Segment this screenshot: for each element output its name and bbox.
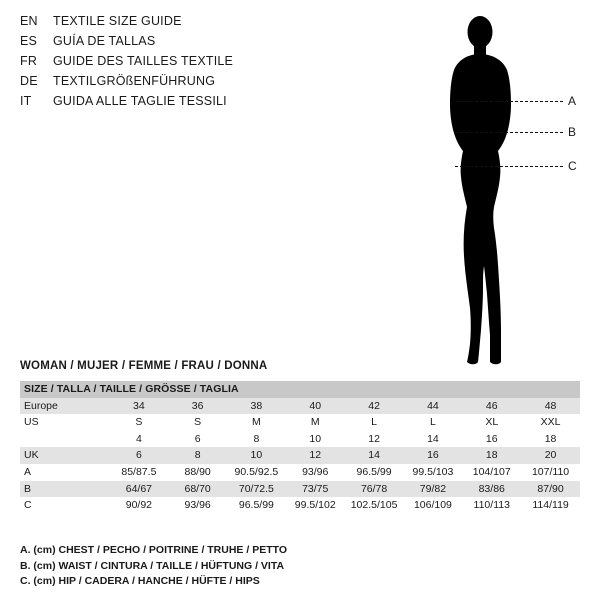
table-cell: 16 [462, 431, 521, 448]
measure-label-a: A [568, 94, 577, 108]
table-cell: 8 [227, 431, 286, 448]
table-cell: 83/86 [462, 481, 521, 498]
table-cell: 96.5/99 [227, 497, 286, 514]
table-cell: 14 [345, 447, 404, 464]
table-cell: 46 [462, 398, 521, 415]
table-cell: 93/96 [168, 497, 227, 514]
table-cell: 93/96 [286, 464, 345, 481]
table-row [20, 398, 580, 415]
table-cell: 85/87.5 [110, 464, 169, 481]
note-waist: B. (cm) WAIST / CINTURA / TAILLE / HÜFTUNG / VITA [20, 559, 285, 572]
language-code: FR [20, 54, 38, 68]
row-label: UK [20, 447, 110, 464]
table-cell: 44 [404, 398, 463, 415]
row-label: A [20, 464, 110, 481]
language-code: ES [20, 34, 38, 48]
measure-label-b: B [568, 125, 577, 139]
measure-line-a [455, 101, 563, 102]
table-cell: 79/82 [404, 481, 463, 498]
table-cell: 88/90 [168, 464, 227, 481]
row-label: B [20, 481, 110, 498]
table-cell: 34 [110, 398, 169, 415]
table-cell: 4 [110, 431, 169, 448]
table-cell: 90.5/92.5 [227, 464, 286, 481]
measure-line-b [455, 132, 563, 133]
language-row-en [20, 14, 320, 34]
table-row [20, 414, 580, 431]
language-row-fr [20, 54, 320, 74]
table-cell: L [345, 414, 404, 431]
measure-label-c: C [568, 159, 577, 173]
language-code: DE [20, 74, 38, 88]
table-row [20, 497, 580, 514]
language-title: GUÍA DE TALLAS [53, 34, 156, 48]
table-cell: 107/110 [521, 464, 580, 481]
language-title: TEXTILE SIZE GUIDE [53, 14, 182, 28]
table-cell: S [110, 414, 169, 431]
table-cell: 64/67 [110, 481, 169, 498]
table-cell: 48 [521, 398, 580, 415]
figure-area [400, 8, 590, 368]
table-cell: 18 [521, 431, 580, 448]
table-cell: 106/109 [404, 497, 463, 514]
table-cell: 102.5/105 [345, 497, 404, 514]
language-code: IT [20, 94, 32, 108]
table-header-row [20, 381, 580, 398]
table-cell: 87/90 [521, 481, 580, 498]
table-row [20, 481, 580, 498]
table-cell: 10 [227, 447, 286, 464]
table-cell: 16 [404, 447, 463, 464]
language-row-it [20, 94, 320, 114]
table-row [20, 464, 580, 481]
table-cell: 99.5/102 [286, 497, 345, 514]
table-cell: 20 [521, 447, 580, 464]
table-cell: S [168, 414, 227, 431]
table-cell: 96.5/99 [345, 464, 404, 481]
table-cell: 8 [168, 447, 227, 464]
table-row [20, 447, 580, 464]
table-cell: 6 [110, 447, 169, 464]
table-cell: 99.5/103 [404, 464, 463, 481]
table-cell: 6 [168, 431, 227, 448]
language-title: GUIDA ALLE TAGLIE TESSILI [53, 94, 227, 108]
size-table [20, 381, 580, 514]
language-code: EN [20, 14, 38, 28]
table-cell: L [404, 414, 463, 431]
table-cell: 38 [227, 398, 286, 415]
woman-silhouette-icon [420, 8, 540, 368]
table-cell: 90/92 [110, 497, 169, 514]
table-cell: XL [462, 414, 521, 431]
table-cell: 68/70 [168, 481, 227, 498]
table-cell: M [227, 414, 286, 431]
table-cell: 114/119 [521, 497, 580, 514]
measure-line-c [455, 166, 563, 167]
row-label [20, 431, 110, 448]
language-title: TEXTILGRÖßENFÜHRUNG [53, 74, 216, 88]
section-label-woman: WOMAN / MUJER / FEMME / FRAU / DONNA [20, 360, 268, 372]
table-cell: M [286, 414, 345, 431]
table-cell: 110/113 [462, 497, 521, 514]
table-cell: 40 [286, 398, 345, 415]
language-title: GUIDE DES TAILLES TEXTILE [53, 54, 234, 68]
language-title-block [20, 14, 320, 114]
row-label: US [20, 414, 110, 431]
table-cell: 76/78 [345, 481, 404, 498]
table-cell: 10 [286, 431, 345, 448]
table-cell: 70/72.5 [227, 481, 286, 498]
table-row [20, 431, 580, 448]
table-cell: 73/75 [286, 481, 345, 498]
row-label: C [20, 497, 110, 514]
table-cell: XXL [521, 414, 580, 431]
note-chest: A. (cm) CHEST / PECHO / POITRINE / TRUHE / PETTO [20, 544, 288, 556]
table-cell: 18 [462, 447, 521, 464]
note-hip: C. (cm) HIP / CADERA / HANCHE / HÜFTE / HIPS [20, 575, 260, 587]
table-cell: 12 [345, 431, 404, 448]
table-cell: 42 [345, 398, 404, 415]
table-header-label: SIZE / TALLA / TAILLE / GRÖSSE / TAGLIA [20, 381, 580, 398]
table-cell: 36 [168, 398, 227, 415]
table-cell: 12 [286, 447, 345, 464]
language-row-es [20, 34, 320, 54]
measurement-notes [20, 543, 287, 590]
language-row-de [20, 74, 320, 94]
row-label: Europe [20, 398, 110, 415]
table-cell: 14 [404, 431, 463, 448]
table-cell: 104/107 [462, 464, 521, 481]
